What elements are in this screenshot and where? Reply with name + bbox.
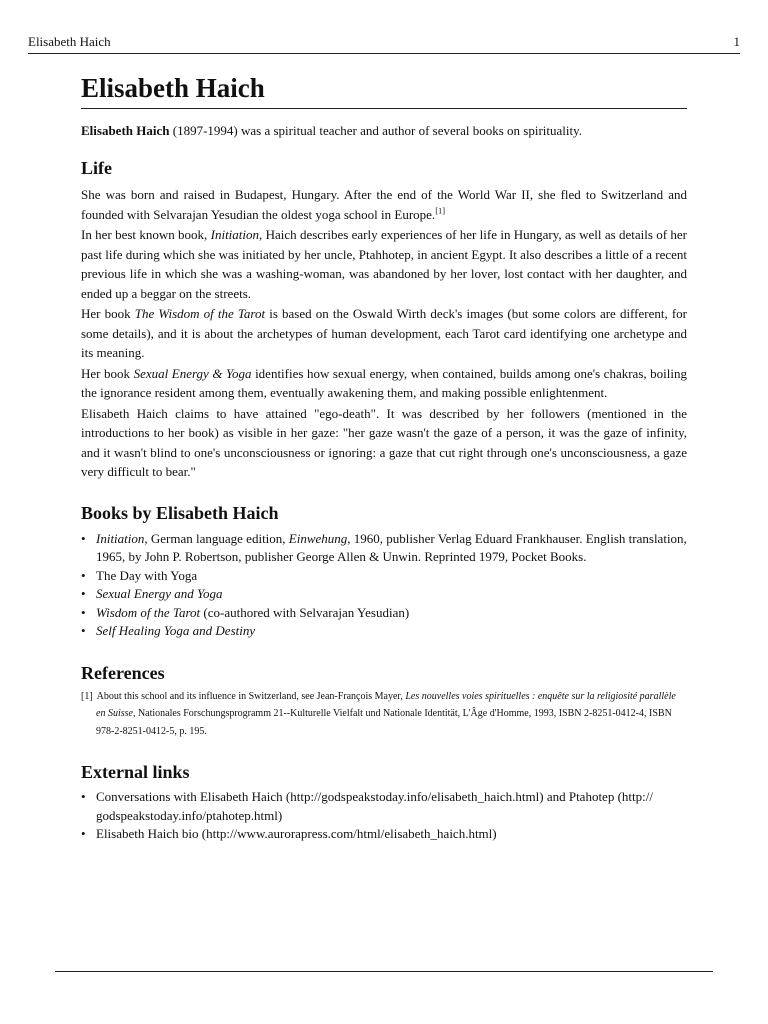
book-detail: , 1960, publisher Verlag Eduard Frankhauser. English translation, 1965, by John P. Robertson, publisher George Allen & Unwin. Reprinted 1979, Pocket Books. <box>96 530 687 564</box>
bullet: • <box>81 530 86 546</box>
article-body <box>81 72 687 844</box>
bullet: • <box>81 789 86 804</box>
life-paragraph-1 <box>81 185 687 224</box>
book-title: Sexual Energy and Yoga <box>96 586 223 601</box>
reference-number[interactable]: [1] <box>81 690 93 702</box>
life-p2-text-c: , Haich describes early experiences of her life in Hungary, as well as details of her past life during which she was initiated by her uncle, Ptahhotep, in ancient Egypt. It also describes a little of a recent previous life in which she was a washing-woman, was abandoned by her lover, lost contact with her daughter, and ended up a beggar on the streets. <box>81 227 687 301</box>
intro-text: (1897-1994) was a spiritual teacher and author of several books on spirituality. <box>169 123 583 138</box>
life-p3-text-a: Her book <box>81 306 135 321</box>
life-paragraph-3 <box>81 304 687 363</box>
life-paragraph-2 <box>81 225 687 303</box>
life-p3-text-c: is based on the Oswald Wirth deck's images (but some colors are different, for some details), and it is about the archetypes of human development, each Tarot card identifying one archetype and its meaning. <box>81 306 687 360</box>
book-detail: , German language edition, <box>144 530 289 546</box>
section-heading-references: References <box>81 662 165 683</box>
reference-text: About this school and its influence in Switzerland, see Jean-François Mayer, <box>96 690 406 702</box>
book-item <box>81 530 687 567</box>
book-title: Self Healing Yoga and Destiny <box>96 623 256 638</box>
external-link-item <box>81 788 687 825</box>
citation-link-1[interactable]: [1] <box>435 205 446 216</box>
bullet: • <box>81 826 86 841</box>
page-title: Elisabeth Haich <box>81 72 687 109</box>
book-item <box>81 585 687 604</box>
bullet: • <box>81 567 86 583</box>
books-list <box>81 530 687 641</box>
external-link-bio[interactable]: Elisabeth Haich bio (http://www.aurorapress.com/html/elisabeth_haich.html) <box>96 826 497 841</box>
life-paragraph-4 <box>81 364 687 403</box>
section-heading-life: Life <box>81 158 112 178</box>
book-title: Wisdom of the Tarot <box>96 604 201 620</box>
life-p2-text-a: In her best known book, <box>81 227 211 242</box>
book-item <box>81 604 687 623</box>
external-link-item <box>81 825 687 844</box>
intro-name: Elisabeth Haich <box>81 123 170 138</box>
page-number: 1 <box>733 34 740 49</box>
section-heading-external-links: External links <box>81 762 190 782</box>
life-p2-book-title: Initiation <box>210 227 260 242</box>
external-link-conversations[interactable]: Conversations with Elisabeth Haich (http://godspeakstoday.info/elisabeth_haich.html) and Ptahotep (http:// godspeakstoday.info/ptahotep.html) <box>96 789 653 823</box>
book-item <box>81 622 687 641</box>
book-item <box>81 567 687 586</box>
life-p4-text-a: Her book <box>81 365 134 381</box>
life-p1-text: She was born and raised in Budapest, Hungary. After the end of the World War II, she fled to Switzerland and founded with Selvarajan Yesudian the oldest yoga school in Europe. <box>81 187 687 222</box>
bullet: • <box>81 586 86 601</box>
reference-book-title: Les nouvelles voies spirituelles : enquête sur la religiosité parallèle en Suisse <box>96 690 676 719</box>
life-p4-book-title: Sexual Energy & Yoga <box>133 365 252 381</box>
life-paragraph-5: Elisabeth Haich claims to have attained "ego-death". It was described by her followers (mentioned in the introductions to her book) as visible in her gaze: "her gaze wasn't the gaze of a person, it was the gaze of infinity, and it wasn't blind to one's unconsciousness or ignoring: a gaze that cut right through one's unconsciousness, a gaze very difficult to bear." <box>81 405 687 479</box>
life-p4-text-c: identifies how sexual energy, when contained, builds among one's chakras, boiling the ignorance resident among them, eventually awakening them, and making possible enlightenment. <box>81 365 687 400</box>
reference-item <box>81 688 687 741</box>
section-heading-books: Books by Elisabeth Haich <box>81 502 279 523</box>
reference-text: , Nationales Forschungsprogramm 21--Kulturelle Vielfalt und Nationale Identität, L'Âge d'Homme, 1993, ISBN 2-8251-0412-4, ISBN 978-2-8251-0412-5, p. 195. <box>96 708 672 737</box>
book-title: Initiation <box>96 530 145 546</box>
running-header <box>28 34 740 54</box>
book-title: The Day with Yoga <box>96 567 198 583</box>
footer-rule <box>55 971 713 972</box>
bullet: • <box>81 604 86 620</box>
book-german-title: Einwehung <box>288 530 348 546</box>
book-detail: (co-authored with Selvarajan Yesudian) <box>200 604 410 620</box>
external-links-list <box>81 788 687 844</box>
running-title: Elisabeth Haich <box>28 34 111 49</box>
bullet: • <box>81 623 86 638</box>
life-p3-book-title: The Wisdom of the Tarot <box>134 306 266 321</box>
intro-paragraph <box>81 121 687 140</box>
